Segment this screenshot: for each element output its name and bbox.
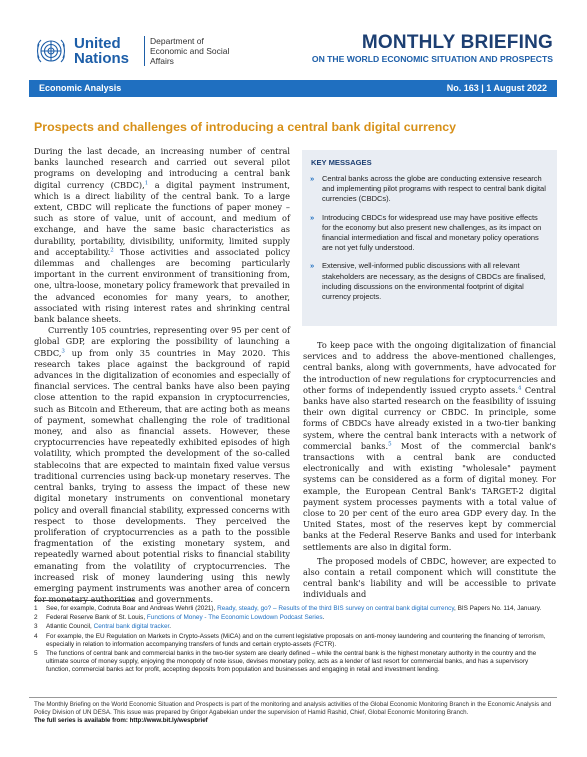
footnote-number: 2 bbox=[34, 614, 38, 622]
footnote-text: For example, the EU Regulation on Markets in Crypto-Assets (MiCA) and on the current legislative proposals on anti-money laundering and countering the financing of terrorism, especially in relation to information accompanying transfers of funds and certain crypto-assets (FCTR). bbox=[46, 632, 546, 648]
footnote-link[interactable]: Ready, steady, go? – Results of the third BIS survey on central bank digital currency bbox=[217, 605, 455, 612]
footer-text: The Monthly Briefing on the World Economic Situation and Prospects is part of the monitoring and analysis activities of the Global Economic Monitoring Branch in the Economic Analysis and Policy Division of UN DESA. This issue was prepared by Grigor Agabekian under the supervision of Hamid Rashid, Chief, Global Economic Monitoring Branch. bbox=[34, 701, 552, 717]
un-emblem-icon bbox=[34, 34, 68, 68]
key-message-text: Extensive, well-informed public discussions with all relevant stakeholders are necessary, as the designs of CBDCs are finalised, including discussions on the environmental footprint of digital currency projects. bbox=[322, 261, 546, 302]
key-message-text: Introducing CBDCs for widespread use may have positive effects for the economy but also present new challenges, as its impact on financial intermediation and fiscal and monetary policy operations are not yet fully understood. bbox=[322, 212, 542, 253]
text-run: a digital payment instrument, which is a direct liability of the central bank. To a large extent, CBDC will replicate the functions of paper money – such as store of value, unit of account, and medium of exchange, and have the same basic characteristics as durability, portability, divisibility, uniformity, limited supply and acceptability. bbox=[34, 179, 290, 257]
footnote-ref[interactable]: 1 bbox=[144, 179, 149, 186]
text-run: up from only 35 countries in May 2020. This research takes place against the background of rapid advances in the digitalization of economies and especially of financial services. The central banks have also been paying close attention to the rapid expansion in cryptocurrencies, such as Bitcoin and Ethereum, that are acting both as means of payment, somewhat challenging the role of traditional money, and also as financial assets. However, these cryptocurrencies have repeatedly exhibited episodes of high volatility, which prompted the development of the so-called stablecoins that are expected to maintain fixed value versus traditional currencies using back-up monetary reserves. The central banks, trying to assess the impact of these new digital monetary instruments on conventional monetary policy and overall financial stability, expressed concerns with respect to those developments. They perceived the proliferation of cryptocurrencies as a path to the possible fragmentation of the existing monetary system, and repeatedly warned about potential risks to financial stability emanating from the volatility of cryptocurrencies. The increased risk of money laundering using this newly emerging payment instruments was another area of concern for monetary authorities and governments. bbox=[34, 347, 290, 605]
text-run: Currently 105 countries, representing over 95 per cent of global GDP, are exploring the possibility of launching a CBDC, bbox=[34, 325, 290, 358]
paragraph: The proposed models of CBDC, however, are expected to also contain a retail component which will constitute the central bank's liability and will be accessible to private individuals and bbox=[303, 555, 556, 600]
footnote bbox=[34, 633, 554, 649]
footer-divider bbox=[29, 697, 557, 698]
un-logo[interactable] bbox=[34, 28, 274, 74]
key-message-text: Central banks across the globe are conducting extensive research and implementing pilot programs with respect to central bank digital currencies (CBDCs). bbox=[322, 174, 546, 204]
chevron-right-icon: » bbox=[310, 174, 315, 183]
key-message-item bbox=[308, 174, 548, 205]
footnote-text bbox=[46, 605, 554, 613]
key-messages-box bbox=[302, 150, 557, 326]
text-run: During the last decade, an increasing number of central banks launched research and carried out several pilot programs on developing and introducing a central bank digital currency (CBDC), bbox=[34, 146, 290, 190]
section-label: Economic Analysis bbox=[39, 83, 122, 93]
footnote-pre: Federal Reserve Bank of St. Louis, bbox=[46, 614, 147, 622]
footnote bbox=[34, 614, 554, 622]
footnote-ref[interactable]: 3 bbox=[61, 347, 65, 354]
footnote-link[interactable]: Functions of Money - The Economic Lowdown Podcast Series bbox=[146, 614, 323, 622]
footnotes bbox=[34, 605, 554, 676]
footnote bbox=[34, 650, 554, 675]
briefing-subtitle: ON THE WORLD ECONOMIC SITUATION AND PROSPECTS bbox=[311, 54, 553, 64]
text-run: To keep pace with the ongoing digitalization of financial services and to address the above-mentioned challenges, central banks, along with governments, have advocated for the introduction of new regulations for cryptocurrencies and other forms of independently issued crypto assets. bbox=[303, 340, 556, 395]
footnote-number: 4 bbox=[34, 632, 38, 640]
text-run: Those activities and associated policy dilemmas and challenges are becoming particularly important in the current environment of transitioning from, one, ultra-loose, monetary policy framework that prevailed in the advanced economies for many years, to another, associated with rising interest rates and shrinking central bank balance sheets. bbox=[34, 246, 290, 325]
footnote-text: The functions of central bank and commercial banks in the two-tier system are clearly defined – while the central bank is the highest monetary authority in the country and the ultimate source of money supply, enjoying the monopoly of note issue, devises monetary policy, acts as a lender of last resort for commercial banks, and has a supervisory function, commercial banks act for profit, accepting deposits from population and businesses and engaging in retail and investment lending. bbox=[46, 650, 537, 674]
left-column bbox=[34, 146, 290, 605]
footnote-text bbox=[46, 614, 554, 622]
issue-label: No. 163 | 1 August 2022 bbox=[446, 83, 547, 93]
text-run: Most of the commercial bank's transactions with a central bank are conducted electronically and with existing "wholesale" payment systems can be considered as a form of digital money. For example, the European Central Bank's TARGET-2 digital payment system processes payments with a total value of close to 20 per cent of the euro area GDP every day. In the United States, most of the reserves kept by commercial banks at the Federal Reserve Banks and used for interbank settlements are also in digital form. bbox=[303, 440, 556, 552]
paragraph bbox=[34, 146, 290, 325]
footnote bbox=[34, 605, 554, 613]
footnote-link[interactable]: Central bank digital tracker bbox=[93, 623, 170, 631]
footnote-post: . bbox=[322, 614, 325, 622]
key-message-item bbox=[308, 261, 548, 302]
chevron-right-icon: » bbox=[310, 261, 315, 271]
paragraph bbox=[34, 325, 290, 605]
paragraph bbox=[303, 340, 556, 553]
footnote-divider bbox=[34, 600, 134, 601]
footnote-post: , BIS Papers No. 114, January. bbox=[454, 605, 542, 612]
footnote-ref[interactable]: 4 bbox=[517, 385, 522, 392]
footnote-pre: See, for example, Codruta Boar and Andreas Wehrli (2021), bbox=[46, 605, 218, 612]
footnote-post: . bbox=[169, 623, 172, 631]
key-messages-list bbox=[308, 174, 548, 310]
footnote-ref[interactable]: 2 bbox=[110, 247, 114, 254]
chevron-right-icon: » bbox=[310, 212, 315, 222]
org-name: United Nations bbox=[74, 35, 130, 67]
department-name: Department of Economic and Social Affairs bbox=[144, 36, 240, 66]
footer-series-link[interactable] bbox=[34, 717, 554, 725]
footnote-pre: Atlantic Council, bbox=[46, 623, 94, 631]
key-message-item bbox=[308, 213, 548, 254]
footer bbox=[34, 701, 554, 726]
briefing-title: MONTHLY BRIEFING bbox=[361, 32, 553, 53]
text-run: Central banks have also started research on the feasibility of issuing their own digital currency or CBDC. In principle, some forms of CBDCs have already existed in a two-tier banking system, where the central bank interacts with a network of commercial banks. bbox=[303, 384, 556, 451]
footnote-ref[interactable]: 5 bbox=[388, 441, 392, 448]
section-band bbox=[29, 80, 557, 97]
article-headline: Prospects and challenges of introducing a central bank digital currency bbox=[34, 120, 457, 134]
footnote-text bbox=[46, 623, 554, 631]
footnote bbox=[34, 623, 554, 631]
footer-series-text: The full series is available from: http://www.bit.ly/wespbrief bbox=[34, 717, 208, 725]
footnote-number: 3 bbox=[34, 623, 38, 631]
footnote-number: 5 bbox=[34, 650, 38, 658]
key-messages-title: KEY MESSAGES bbox=[311, 158, 372, 167]
footnote-number: 1 bbox=[34, 605, 38, 612]
right-column bbox=[303, 340, 556, 601]
